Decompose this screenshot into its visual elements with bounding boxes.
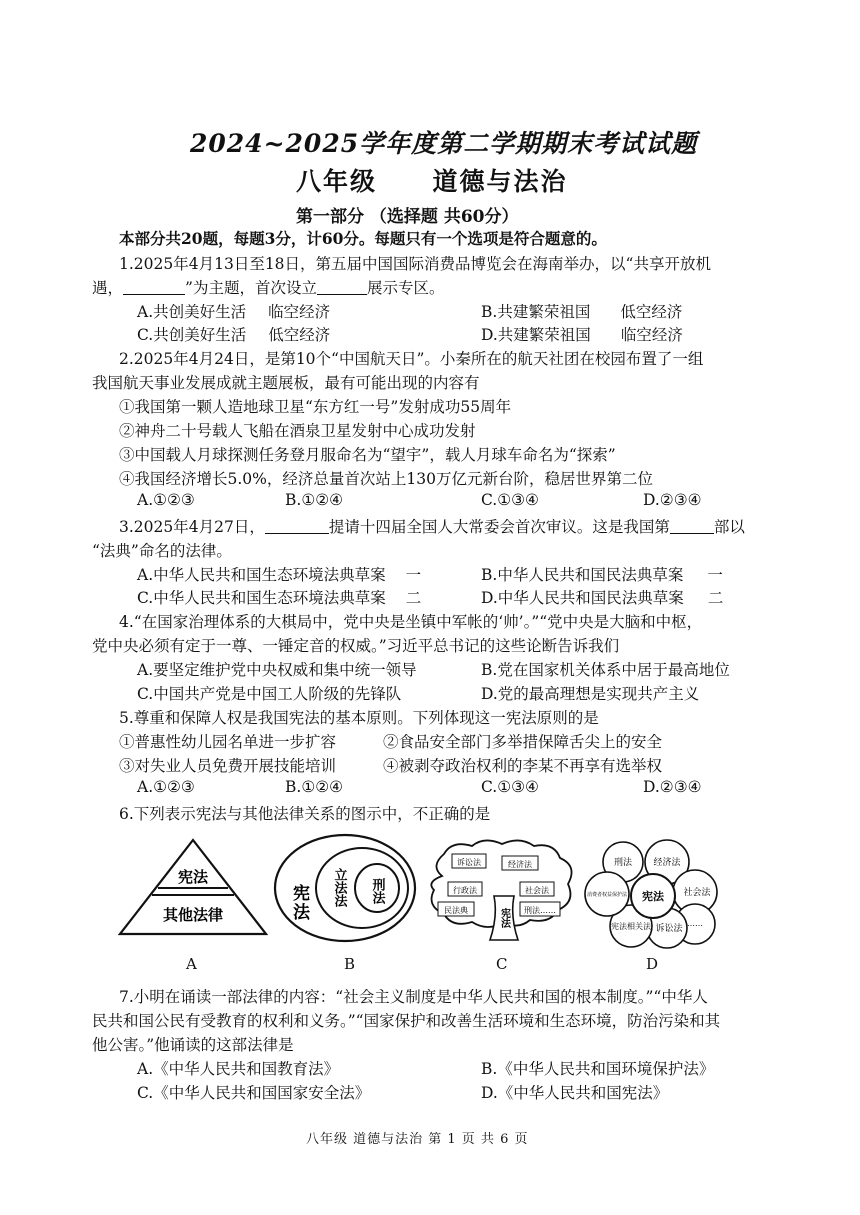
fig-d-label: D	[646, 955, 659, 973]
fig-c-label: C	[496, 955, 508, 973]
q2-item: ①我国第一颗人造地球卫星“东方红一号”发射成功55周年	[119, 398, 512, 416]
q1-option-d: D.共建繁荣祖国 临空经济	[481, 326, 683, 344]
fig-d-petal: 经济法	[653, 858, 681, 868]
q5-option-c: C.①③④	[481, 778, 539, 796]
q3-text-b: 提请十四届全国人大常委会首次审议。这是我国第	[328, 518, 670, 536]
q2-option-a: A.①②③	[137, 491, 195, 509]
q7-stem-line1: 7.小明在诵读一部法律的内容：“社会主义制度是中华人民共和国的根本制度。”“中华人	[119, 988, 708, 1006]
q7-stem-line3: 他公害。”他诵读的这部法律是	[92, 1036, 294, 1054]
q1-text-c: 展示专区。	[366, 279, 445, 297]
q1-stem-line2	[92, 276, 444, 298]
q2-option-c: C.①③④	[481, 491, 539, 509]
q3-stem-line1	[119, 515, 745, 537]
q1-text-b: ”为主题，首次设立	[185, 279, 317, 297]
figure-a-pyramid	[118, 838, 268, 938]
q5-option-d: D.②③④	[643, 778, 702, 796]
q5-item: ④被剥夺政治权利的李某不再享有选举权	[383, 757, 663, 775]
q4-option-c: C.中国共产党是中国工人阶级的先锋队	[137, 685, 402, 703]
page-footer: 八年级 道德与法治 第 1 页 共 6 页	[306, 1132, 529, 1147]
fig-d-petal: 消费者权益保护法	[586, 892, 628, 898]
fig-c-leaf: 刑法……	[524, 906, 556, 915]
q4-stem-line1: 4.“在国家治理体系的大棋局中，党中央是坐镇中军帐的‘帅’。”“党中央是大脑和中枢，	[119, 613, 703, 631]
fig-b-middle-label: 立法法	[331, 868, 347, 907]
part-heading: 第一部分 （选择题 共60分）	[296, 207, 519, 227]
answer-blank	[123, 279, 185, 295]
q5-item: ②食品安全部门多举措保障舌尖上的安全	[383, 733, 663, 751]
figure-d-flower	[583, 834, 723, 950]
q4-option-d: D.党的最高理想是实现共产主义	[481, 685, 700, 703]
q2-option-d: D.②③④	[643, 491, 702, 509]
fig-b-inner-label: 刑法	[369, 878, 385, 904]
q5-stem-line1: 5.尊重和保障人权是我国宪法的基本原则。下列体现这一宪法原则的是	[119, 709, 599, 727]
q3-option-c: C.中华人民共和国生态环境法典草案 二	[137, 589, 422, 607]
answer-blank	[317, 279, 367, 295]
q1-option-b: B.共建繁荣祖国 低空经济	[481, 303, 683, 321]
q5-item: ③对失业人员免费开展技能培训	[119, 757, 337, 775]
fig-c-leaf: 经济法	[508, 860, 532, 869]
q2-option-b: B.①②④	[285, 491, 344, 509]
fig-c-leaf: 行政法	[453, 886, 477, 895]
fig-c-leaf: 诉讼法	[457, 858, 481, 867]
fig-a-top-label: 宪法	[177, 868, 209, 886]
answer-blank	[265, 518, 329, 534]
fig-d-petal: 刑法	[613, 858, 633, 868]
fig-a-bottom-label: 其他法律	[162, 906, 224, 924]
q5-item: ①普惠性幼儿园名单进一步扩容	[119, 733, 337, 751]
q5-option-b: B.①②④	[285, 778, 344, 796]
q1-stem-line1: 1.2025年4月13日至18日，第五届中国国际消费品博览会在海南举办，以“共享开放机	[119, 255, 711, 273]
figure-c-tree	[422, 836, 580, 944]
q3-text-c: 部以	[713, 518, 745, 536]
fig-d-petal: ……	[687, 919, 703, 928]
answer-blank	[670, 518, 714, 534]
q7-option-d: D.《中华人民共和国宪法》	[481, 1084, 669, 1102]
exam-subtitle	[296, 162, 567, 198]
q4-option-b: B.党在国家机关体系中居于最高地位	[481, 661, 730, 679]
exam-title: 2024~2025学年度第二学期期末考试试题	[190, 129, 698, 158]
fig-a-label: A	[186, 955, 197, 973]
subtitle-grade: 八年级	[296, 167, 378, 196]
q3-option-a: A.中华人民共和国生态环境法典草案 一	[137, 566, 422, 584]
q3-option-b: B.中华人民共和国民法典草案 一	[481, 566, 723, 584]
q3-stem-line2: “法典”命名的法律。	[92, 542, 232, 560]
q7-option-a: A.《中华人民共和国教育法》	[137, 1060, 340, 1078]
q3-option-d: D.中华人民共和国民法典草案 二	[481, 589, 724, 607]
q1-text-a: 遇，	[92, 279, 124, 297]
fig-c-leaf: 民法典	[444, 906, 468, 915]
q2-item: ④我国经济增长5.0%，经济总量首次站上130万亿元新台阶，稳居世界第二位	[119, 470, 653, 488]
fig-b-label: B	[344, 955, 356, 973]
q2-item: ③中国载人月球探测任务登月服命名为“望宇”，载人月球车命名为“探索”	[119, 446, 616, 464]
q7-option-b: B.《中华人民共和国环境保护法》	[481, 1060, 715, 1078]
q2-stem-line1: 2.2025年4月24日，是第10个“中国航天日”。小秦所在的航天社团在校园布置了一组	[119, 350, 704, 368]
q1-option-a: A.共创美好生活 临空经济	[137, 303, 331, 321]
q3-text-a: 3.2025年4月27日，	[119, 518, 265, 536]
figure-b-nested	[272, 832, 418, 944]
fig-d-petal: 诉讼法	[655, 924, 683, 934]
q2-item: ②神舟二十号载人飞船在酒泉卫星发射中心成功发射	[119, 422, 476, 440]
subtitle-subject: 道德与法治	[432, 167, 568, 196]
q4-stem-line2: 党中央必须有定于一尊、一锤定音的权威。”习近平总书记的这些论断告诉我们	[92, 637, 620, 655]
fig-d-petal: 社会法	[683, 888, 711, 898]
fig-b-outer-label: 宪法	[289, 884, 309, 922]
q7-stem-line2: 民共和国公民有受教育的权利和义务。”“国家保护和改善生活环境和生态环境，防治污染和其	[92, 1012, 721, 1030]
q4-option-a: A.要坚定维护党中央权威和集中统一领导	[137, 661, 417, 679]
q6-stem-line1: 6.下列表示宪法与其他法律关系的图示中，不正确的是	[119, 805, 491, 823]
fig-c-trunk-label: 宪法	[498, 908, 510, 928]
fig-d-center-label: 宪法	[642, 890, 664, 903]
fig-c-leaf: 社会法	[525, 886, 549, 895]
q1-option-c: C.共创美好生活 低空经济	[137, 326, 331, 344]
part-instructions: 本部分共20题，每题3分，计60分。每题只有一个选项是符合题意的。	[119, 229, 607, 248]
q2-stem-line2: 我国航天事业发展成就主题展板，最有可能出现的内容有	[92, 374, 480, 392]
fig-d-petal: 宪法相关法	[611, 922, 651, 931]
q7-option-c: C.《中华人民共和国国家安全法》	[137, 1084, 371, 1102]
q5-option-a: A.①②③	[137, 778, 195, 796]
